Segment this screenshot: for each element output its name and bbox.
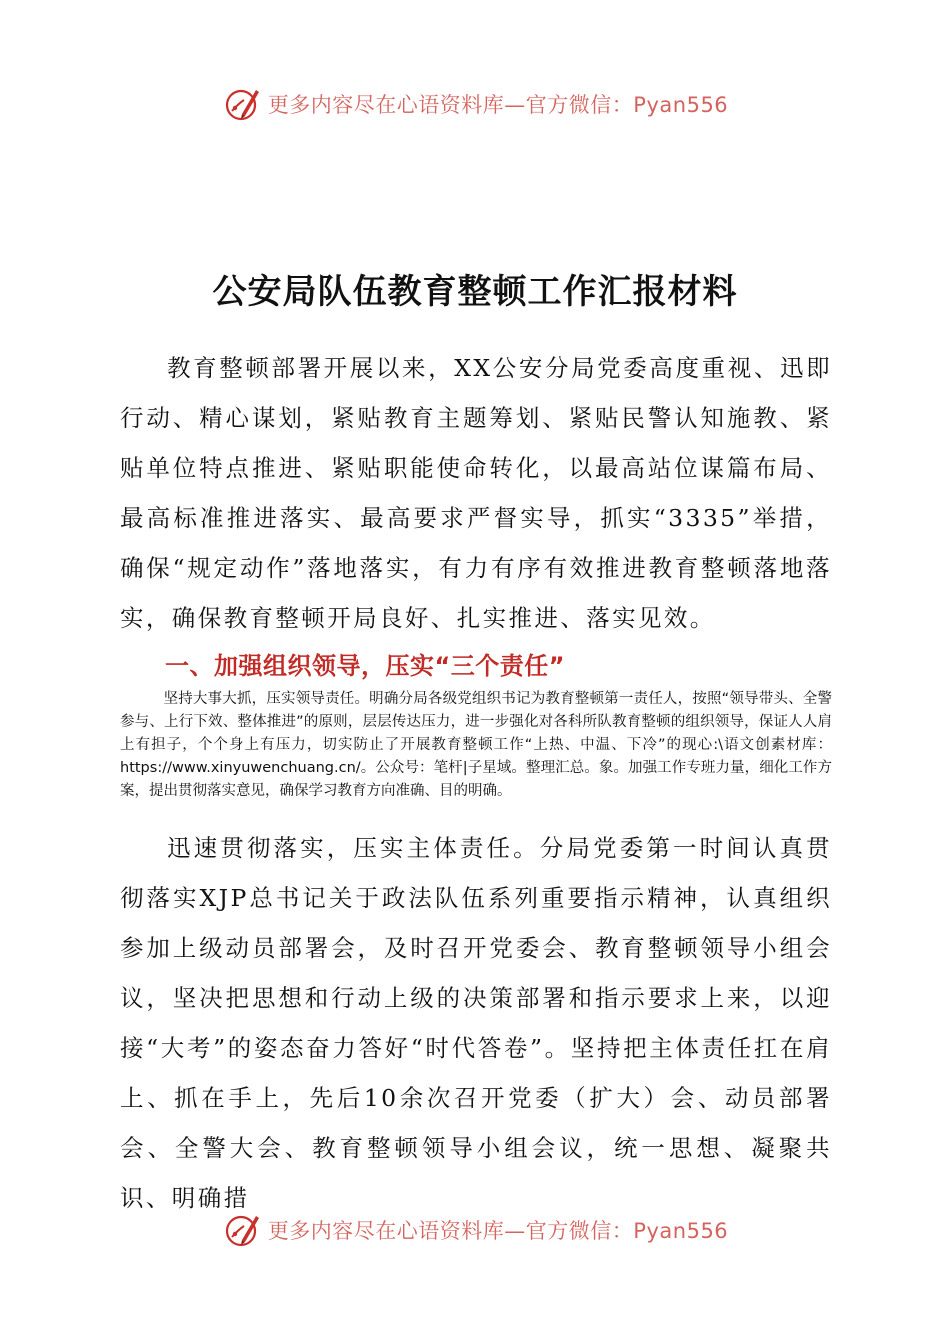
footer-watermark — [0, 1210, 950, 1250]
intro-paragraph: 教育整顿部署开展以来，XX公安分局党委高度重视、迅即行动、精心谋划，紧贴教育主题筹划、紧贴民警认知施教、紧贴单位特点推进、紧贴职能使命转化，以最高站位谋篇布局、最高标准推进落实、最高要求严督实导，抓实“3335”举措，确保“规定动作”落地落实，有力有序有效推进教育整顿落地落实，确保教育整顿开局良好、扎实推进、落实见效。 — [120, 354, 832, 632]
pen-circle-logo-icon — [222, 1210, 262, 1250]
document-title: 公安局队伍教育整顿工作汇报材料 — [212, 272, 738, 312]
header-watermark — [0, 84, 950, 124]
pen-circle-logo-icon — [222, 84, 262, 124]
section-heading: 一、加强组织领导，压实“三个责任” — [165, 652, 566, 680]
watermark-text: 更多内容尽在心语资料库—官方微信：Pyan556 — [267, 1219, 729, 1243]
body-paragraph: 迅速贯彻落实，压实主体责任。分局党委第一时间认真贯彻落实XJP总书记关于政法队伍系列重要指示精神，认真组织参加上级动员部署会，及时召开党委会、教育整顿领导小组会议，坚决把思想和行动上级的决策部署和指示要求上来，以迎接“大考”的姿态奋力答好“时代答卷”。坚持把主体责任扛在肩上、抓在手上，先后10余次召开党委（扩大）会、动员部署会、全警大会、教育整顿领导小组会议，统一思想、凝聚共识、明确措 — [120, 834, 832, 1212]
watermark-text: 更多内容尽在心语资料库—官方微信：Pyan556 — [267, 93, 729, 117]
small-text-paragraph: 坚持大事大抓，压实领导责任。明确分局各级党组织书记为教育整顿第一责任人，按照“领导带头、全警参与、上行下效、整体推进”的原则，层层传达压力，进一步强化对各科所队教育整顿的组织领导，保证人人肩上有担子，个个身上有压力，切实防止了开展教育整顿工作“上热、中温、下冷”的现心:\语文创素材库：https://www.xinyuwenchuang.cn/。公众号：笔杆|子星域。整理汇总。象。加强工作专班力量，细化工作方案，提出贯彻落实意见，确保学习教育方向准确、目的明确。 — [120, 691, 832, 799]
